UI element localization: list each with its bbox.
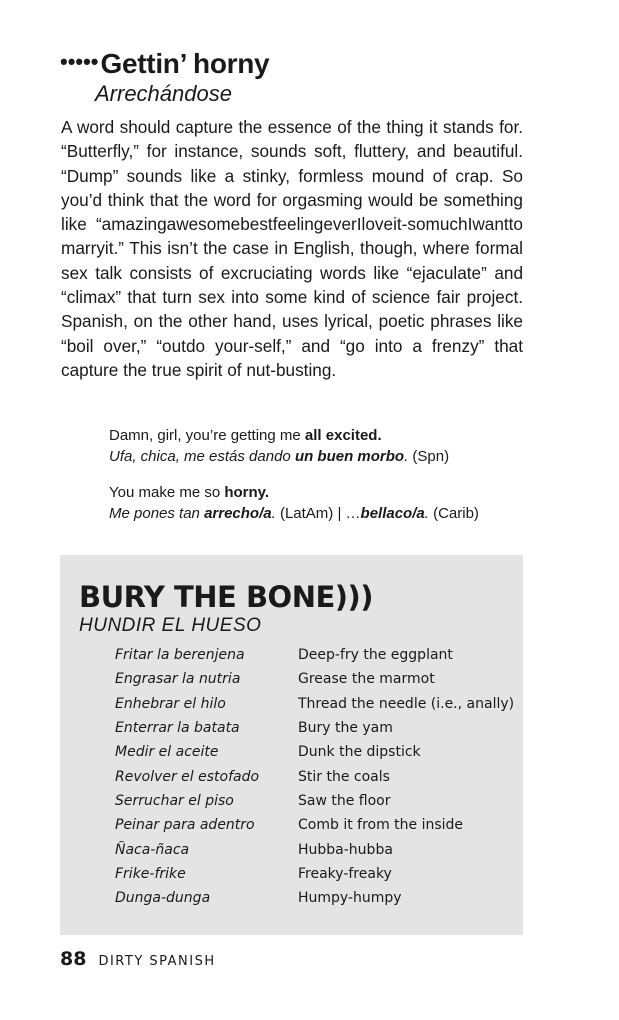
phrase-spanish: Medir el aceite — [115, 744, 219, 761]
example-spanish-punct: . — [404, 448, 409, 465]
example-english-bold: all excited. — [304, 427, 382, 444]
example-english — [109, 482, 529, 503]
example-phrase — [109, 425, 529, 467]
list-item — [115, 886, 515, 910]
phrase-spanish: Ñaca-ñaca — [115, 841, 190, 858]
box-title: BURY THE BONE))) — [79, 580, 374, 614]
list-item — [115, 667, 515, 691]
example-spanish-text: Ufa, chica, me estás dando — [109, 448, 295, 465]
example-english — [109, 425, 529, 446]
example-spanish-bold: un buen morbo — [294, 448, 405, 465]
section-heading — [60, 48, 269, 80]
list-item — [115, 837, 515, 861]
phrase-spanish: Fritar la berenjena — [115, 647, 245, 664]
phrase-spanish: Enterrar la batata — [115, 720, 240, 737]
phrase-spanish: Enhebrar el hilo — [115, 695, 226, 712]
phrase-spanish: Frike-frike — [115, 865, 186, 882]
list-item — [115, 740, 515, 764]
example-english-bold: horny. — [224, 484, 270, 501]
list-item — [115, 716, 515, 740]
phrase-english: Dunk the dipstick — [298, 744, 421, 761]
phrase-english: Bury the yam — [298, 720, 393, 737]
region-tag: (Carib) — [428, 505, 479, 522]
example-spanish-punct: . — [271, 505, 276, 522]
example-spanish — [109, 503, 529, 524]
phrase-english: Deep-fry the eggplant — [298, 647, 453, 664]
phrase-spanish: Peinar para adentro — [115, 817, 255, 834]
section-subtitle: Arrechándose — [95, 81, 232, 106]
list-item — [115, 764, 515, 788]
phrase-english: Hubba-hubba — [298, 841, 393, 858]
phrase-english: Humpy-humpy — [298, 890, 402, 907]
phrase-english: Grease the marmot — [298, 671, 435, 688]
phrase-english: Stir the coals — [298, 768, 390, 785]
box-subtitle: HUNDIR EL HUESO — [79, 615, 262, 636]
body-paragraph: A word should capture the essence of the thing it stands for. “Butterfly,” for instance, sounds soft, fluttery, and beautiful. “Dump” sounds like a stinky, formless mound of crap. So you’d think that the word for orgasming would be something like “amazingawesomebestfeelingeverIloveit-somuchIwantto marryit.” This isn’t the case in English, though, where formal sex talk consists of excruciating words like “ejaculate” and “climax” that turn sex into some kind of science fair project. Spanish, on the other hand, uses lyrical, poetic phrases like “boil over,” “outdo your-self,” and “go into a frenzy” that capture the true spirit of nut-busting. — [61, 117, 523, 380]
list-item — [115, 862, 515, 886]
section-title: Gettin’ horny — [100, 48, 270, 79]
phrase-english: Freaky-freaky — [298, 865, 392, 882]
phrase-spanish: Engrasar la nutria — [115, 671, 241, 688]
region-tag: (Spn) — [408, 448, 450, 465]
example-english-text: You make me so — [109, 484, 225, 501]
example-english-text: Damn, girl, you’re getting me — [109, 427, 305, 444]
list-item — [115, 813, 515, 837]
example-spanish-bold: arrecho/a — [204, 505, 272, 522]
example-spanish-bold-alt: bellaco/a — [360, 505, 425, 522]
list-item — [115, 789, 515, 813]
phrase-spanish: Revolver el estofado — [115, 768, 260, 785]
region-tag: (LatAm) | … — [275, 505, 361, 522]
page-number: 88 — [60, 948, 87, 970]
phrase-english: Saw the floor — [298, 792, 391, 809]
list-item — [115, 692, 515, 716]
bullet-dots: ••••• — [60, 49, 99, 74]
phrase-list — [115, 643, 515, 910]
phrase-spanish: Dunga-dunga — [115, 890, 211, 907]
list-item — [115, 643, 515, 667]
example-phrase — [109, 482, 529, 524]
running-title: DIRTY SPANISH — [98, 954, 216, 969]
sidebar-box — [60, 555, 523, 935]
page-footer — [60, 948, 216, 970]
example-spanish-text: Me pones tan — [109, 505, 205, 522]
example-spanish — [109, 446, 529, 467]
example-spanish-punct: . — [424, 505, 429, 522]
phrase-spanish: Serruchar el piso — [115, 792, 234, 809]
phrase-english: Thread the needle (i.e., anally) — [298, 695, 515, 712]
phrase-english: Comb it from the inside — [298, 817, 464, 834]
